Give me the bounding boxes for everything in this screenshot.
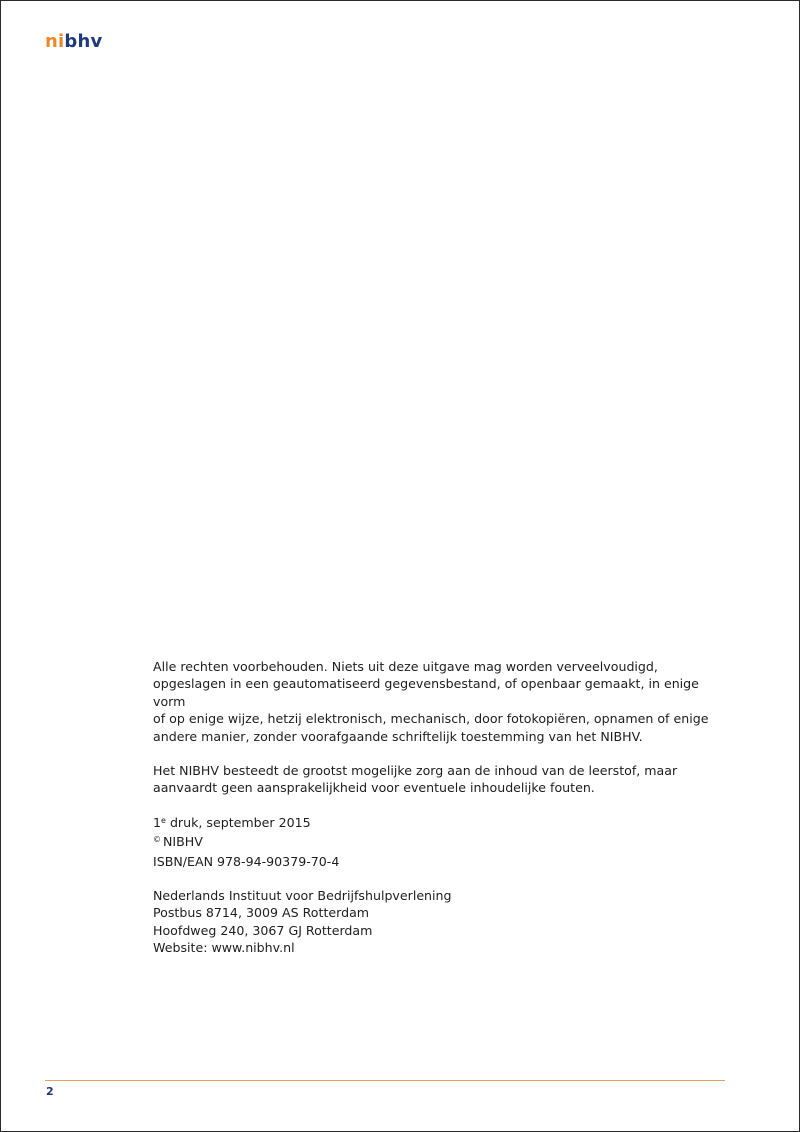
disclaimer-line: Het NIBHV besteedt de grootst mogelijke zorg aan de inhoud van de leerstof, maar [153, 763, 678, 779]
rights-line: andere manier, zonder voorafgaande schriftelijk toestemming van het NIBHV. [153, 728, 643, 744]
disclaimer-paragraph [153, 762, 733, 797]
edition-text: druk, september 2015 [165, 814, 311, 830]
disclaimer-line: aanvaardt geen aansprakelijkheid voor eventuele inhoudelijke fouten. [153, 780, 595, 796]
copyright-holder: NIBHV [163, 834, 203, 850]
edition-suffix: e [161, 815, 166, 825]
logo-part-bhv: bhv [64, 31, 103, 52]
edition-line [153, 814, 733, 833]
copyright-icon: © [153, 835, 161, 845]
logo-part-ni: ni [45, 31, 65, 52]
rights-line: Alle rechten voorbehouden. Niets uit deze uitgave mag worden verveelvoudigd, [153, 659, 658, 674]
address-paragraph [153, 887, 733, 957]
isbn-line: ISBN/EAN 978-94-90379-70-4 [153, 853, 340, 869]
copyright-line [153, 833, 733, 852]
rights-line: opgeslagen in een geautomatiseerd gegevensbestand, of openbaar gemaakt, in enige vorm [153, 676, 699, 709]
postal-address: Postbus 8714, 3009 AS Rotterdam [153, 905, 370, 921]
edition-number: 1 [153, 814, 162, 830]
visiting-address: Hoofdweg 240, 3067 GJ Rotterdam [153, 922, 373, 938]
edition-paragraph [153, 814, 733, 870]
footer-divider [45, 1080, 725, 1081]
rights-paragraph [153, 658, 733, 745]
colophon [153, 658, 733, 974]
page-number: 2 [46, 1085, 54, 1098]
website-line: Website: www.nibhv.nl [153, 940, 295, 956]
institute-name: Nederlands Instituut voor Bedrijfshulpverlening [153, 888, 452, 904]
nibhv-logo [45, 32, 102, 52]
rights-line: of op enige wijze, hetzij elektronisch, mechanisch, door fotokopiëren, opnamen of enige [153, 711, 709, 727]
